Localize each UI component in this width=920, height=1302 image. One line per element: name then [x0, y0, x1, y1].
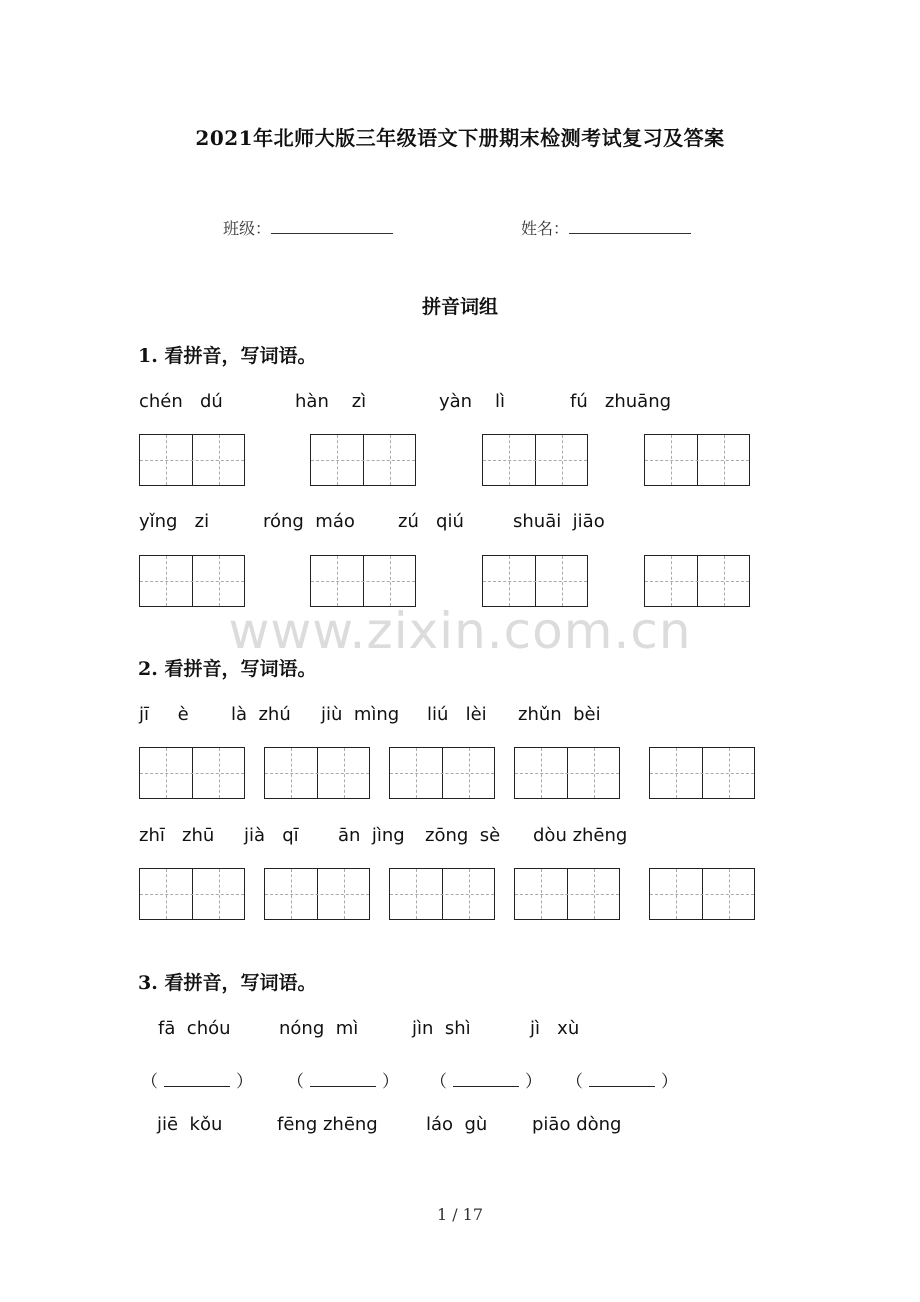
- question-3-heading: 3. 看拼音，写词语。: [138, 972, 317, 994]
- class-label: 班级：: [223, 219, 272, 238]
- question-1-heading: 1. 看拼音，写词语。: [138, 345, 317, 367]
- pinyin-label: zōng sè: [425, 825, 501, 846]
- pinyin-label: jī è: [139, 704, 189, 725]
- writing-grid[interactable]: [139, 868, 245, 920]
- section-title: 拼音词组: [421, 296, 498, 318]
- writing-grid[interactable]: [389, 747, 495, 799]
- class-blank[interactable]: [271, 223, 393, 234]
- pinyin-label: zhī zhū: [139, 825, 215, 846]
- answer-blank[interactable]: （ ）: [430, 1072, 542, 1092]
- answer-blank[interactable]: （ ）: [566, 1072, 678, 1092]
- pinyin-label: róng máo: [263, 511, 355, 532]
- pinyin-label: ān jìng: [338, 825, 405, 846]
- pinyin-label: jiù mìng: [321, 704, 400, 725]
- name-blank[interactable]: [569, 223, 691, 234]
- writing-grid[interactable]: [649, 747, 755, 799]
- writing-grid[interactable]: [644, 555, 750, 607]
- writing-grid[interactable]: [264, 747, 370, 799]
- name-field: [521, 216, 691, 239]
- writing-grid[interactable]: [139, 555, 245, 607]
- pinyin-label: chén dú: [139, 391, 223, 412]
- pinyin-label: là zhú: [231, 704, 291, 725]
- pinyin-label: dòu zhēng: [533, 825, 628, 846]
- name-label: 姓名：: [521, 219, 570, 238]
- pinyin-label: hàn zì: [295, 391, 367, 412]
- writing-grid[interactable]: [389, 868, 495, 920]
- writing-grid[interactable]: [264, 868, 370, 920]
- writing-grid[interactable]: [514, 747, 620, 799]
- watermark: www.zixin.com.cn: [228, 602, 692, 660]
- answer-blank[interactable]: （ ）: [141, 1072, 253, 1092]
- pinyin-label: jià qī: [244, 825, 299, 846]
- pinyin-label: fú zhuāng: [570, 391, 672, 412]
- pinyin-label: zhǔn bèi: [518, 704, 601, 725]
- pinyin-label: zú qiú: [398, 511, 464, 532]
- writing-grid[interactable]: [514, 868, 620, 920]
- writing-grid[interactable]: [310, 555, 416, 607]
- class-field: [223, 216, 393, 239]
- pinyin-label: yǐng zi: [139, 511, 210, 532]
- pinyin-label: fā chóu: [158, 1018, 231, 1039]
- writing-grid[interactable]: [482, 434, 588, 486]
- pinyin-label: jì xù: [530, 1018, 580, 1039]
- writing-grid[interactable]: [644, 434, 750, 486]
- answer-blank[interactable]: （ ）: [287, 1072, 399, 1092]
- writing-grid[interactable]: [482, 555, 588, 607]
- writing-grid[interactable]: [310, 434, 416, 486]
- pinyin-label: liú lèi: [427, 704, 487, 725]
- writing-grid[interactable]: [139, 747, 245, 799]
- page-number: 1 / 17: [436, 1205, 484, 1224]
- pinyin-label: fēng zhēng: [277, 1114, 378, 1135]
- pinyin-label: jìn shì: [412, 1018, 471, 1039]
- pinyin-label: piāo dòng: [532, 1114, 622, 1135]
- pinyin-label: jiē kǒu: [157, 1114, 223, 1135]
- pinyin-label: nóng mì: [279, 1018, 359, 1039]
- writing-grid[interactable]: [649, 868, 755, 920]
- page-title: 2021年北师大版三年级语文下册期末检测考试复习及答案: [195, 126, 725, 150]
- question-2-heading: 2. 看拼音，写词语。: [138, 658, 317, 680]
- writing-grid[interactable]: [139, 434, 245, 486]
- pinyin-label: yàn lì: [439, 391, 505, 412]
- pinyin-label: láo gù: [426, 1114, 488, 1135]
- pinyin-label: shuāi jiāo: [513, 511, 605, 532]
